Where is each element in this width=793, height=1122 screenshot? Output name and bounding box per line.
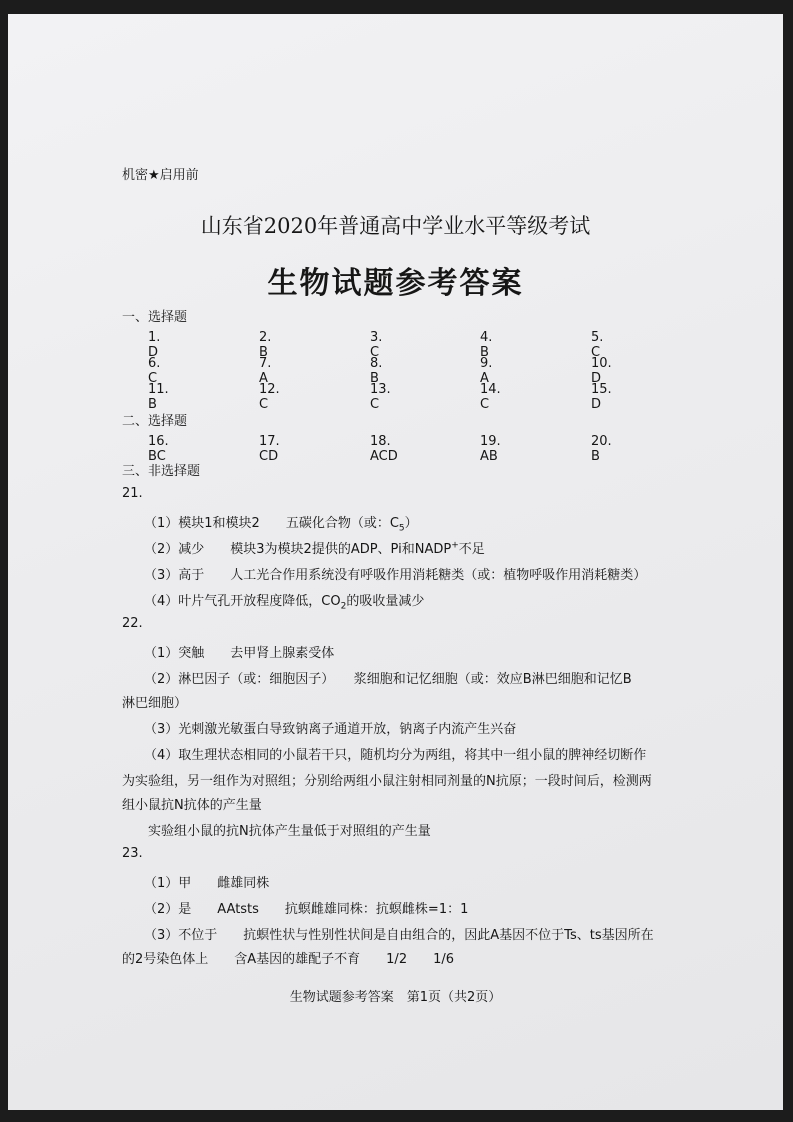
section-2-answer-item: 18. ACD (370, 434, 398, 464)
section-1-answer-item: 2. B (259, 330, 272, 360)
q22-answer-3: （3）光刺激光敏蛋白导致钠离子通道开放，钠离子内流产生兴奋 (144, 722, 517, 737)
section-1-answer-item: 12. C (259, 382, 280, 412)
section-2-answer-item: 17. CD (259, 434, 280, 464)
q23-answer-1: （1）甲 雌雄同株 (144, 876, 270, 891)
q22-answer-4-cont2: 组小鼠抗N抗体的产生量 (122, 798, 262, 813)
section-1-answer-item: 3. C (370, 330, 383, 360)
q23-answer-2: （2）是 AAtsts 抗螟雌雄同株：抗螟雌株=1：1 (144, 902, 469, 917)
section-2-answer-item: 20. B (591, 434, 612, 464)
q21-answer-3: （3）高于 人工光合作用系统没有呼吸作用消耗糖类（或：植物呼吸作用消耗糖类） (144, 568, 647, 583)
section-1-answer-item: 7. A (259, 356, 272, 386)
section-1-heading: 一、选择题 (122, 310, 188, 325)
section-3-heading: 三、非选择题 (122, 464, 201, 479)
q22-answer-4: （4）取生理状态相同的小鼠若干只，随机均分为两组，将其中一组小鼠的脾神经切断作 (144, 748, 647, 763)
section-2-heading: 二、选择题 (122, 414, 188, 429)
q22-answer-5: 实验组小鼠的抗N抗体产生量低于对照组的产生量 (148, 824, 431, 839)
question-21-number: 21. (122, 486, 143, 501)
section-1-answer-item: 11. B (148, 382, 169, 412)
section-1-answer-item: 9. A (480, 356, 493, 386)
section-1-answer-item: 14. C (480, 382, 501, 412)
section-2-answer-item: 19. AB (480, 434, 501, 464)
question-23-number: 23. (122, 846, 143, 861)
answer-sheet-page (8, 14, 783, 1110)
section-1-answer-item: 6. C (148, 356, 161, 386)
page-footer: 生物试题参考答案 第1页（共2页） (289, 990, 502, 1005)
page-title: 生物试题参考答案 (267, 266, 524, 301)
question-22-number: 22. (122, 616, 143, 631)
section-2-answer-item: 16. BC (148, 434, 169, 464)
q22-answer-1: （1）突触 去甲肾上腺素受体 (144, 646, 335, 661)
section-1-answer-item: 8. B (370, 356, 383, 386)
q22-answer-2: （2）淋巴因子（或：细胞因子） 浆细胞和记忆细胞（或：效应B淋巴细胞和记忆B (144, 672, 632, 687)
exam-title: 山东省2020年普通高中学业水平等级考试 (200, 214, 591, 238)
confidential-label: 机密★启用前 (122, 168, 199, 183)
section-1-answer-item: 5. C (591, 330, 604, 360)
q21-answer-1: （1）模块1和模块2 五碳化合物（或：$C_5$） (144, 516, 418, 534)
q22-answer-4-cont: 为实验组，另一组作为对照组；分别给两组小鼠注射相同剂量的N抗原；一段时间后，检测两 (122, 774, 652, 789)
section-1-answer-item: 10. D (591, 356, 612, 386)
q23-answer-3: （3）不位于 抗螟性状与性别性状间是自由组合的，因此A基因不位于Ts、ts基因所在 (144, 928, 654, 943)
q23-answer-3-cont: 的2号染色体上 含A基因的雄配子不育 1/2 1/6 (122, 952, 455, 967)
section-1-answer-item: 15. D (591, 382, 612, 412)
q21-answer-4: （4）叶片气孔开放程度降低，$CO_2$的吸收量减少 (144, 594, 425, 612)
section-1-answer-item: 13. C (370, 382, 391, 412)
section-1-answer-item: 4. B (480, 330, 493, 360)
q22-answer-2-cont: 淋巴细胞） (122, 696, 188, 711)
q21-answer-2: （2）减少 模块3为模块2提供的ADP、Pi和NADP+不足 (144, 540, 485, 557)
section-1-answer-item: 1. D (148, 330, 161, 360)
